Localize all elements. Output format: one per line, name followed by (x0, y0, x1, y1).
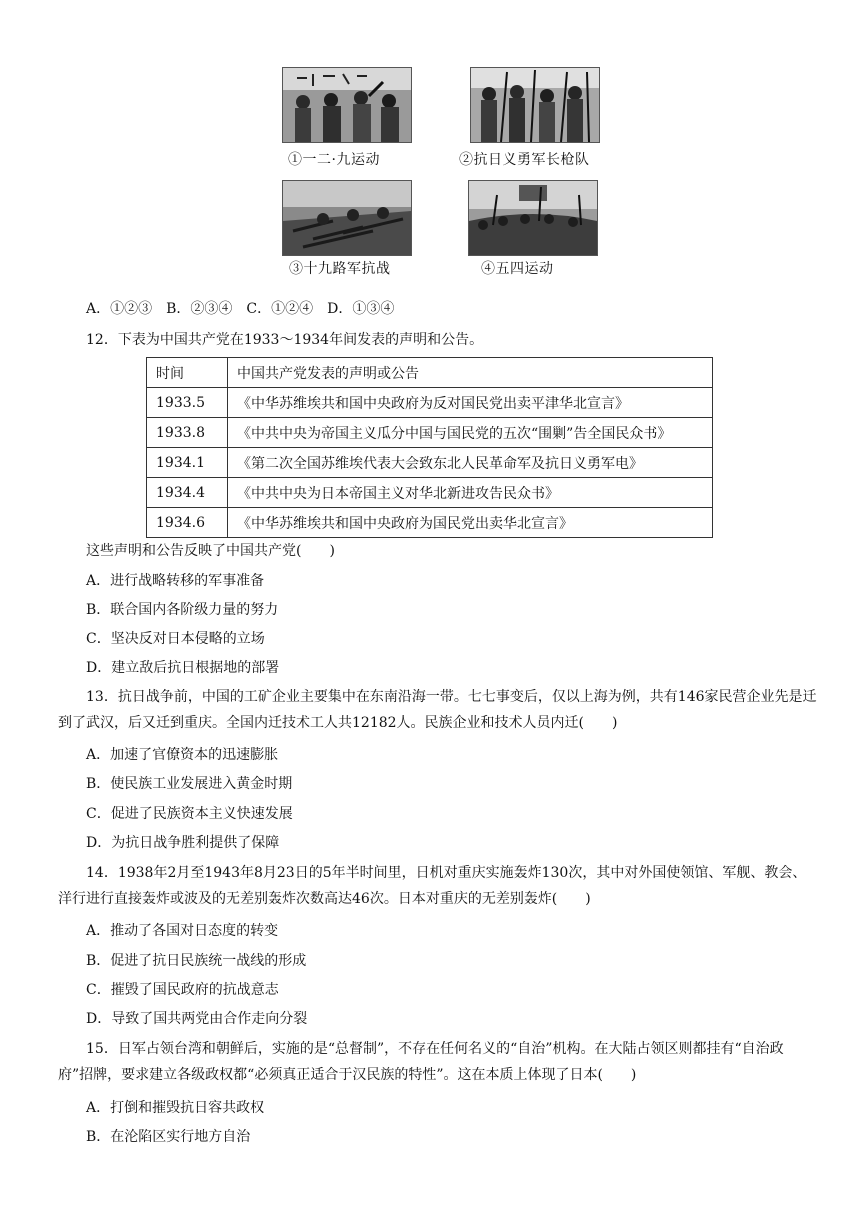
q13-option-d: D．为抗日战争胜利提供了保障 (86, 835, 280, 851)
photo-caption-3: ③十九路军抗战 (289, 261, 391, 277)
photo-grid (0, 0, 860, 290)
table-row (147, 418, 713, 448)
q13-stem: 13．抗日战争前，中国的工矿企业主要集中在东南沿海一带。七七事变后，仅以上海为例，共有146家民营企业先是迁到了武汉，后又迁到重庆。全国内迁技术工人共12182人。民族企业和技术人员内迁( ) (58, 689, 817, 731)
q15-stem: 15．日军占领台湾和朝鲜后，实施的是“总督制”，不存在任何名义的“自治”机构。在大陆占领区则都挂有“自治政府”招牌，要求建立各级政权都“必须真正适合于汉民族的特性”。这在本质上体现了日本( ) (58, 1041, 784, 1083)
battle-photo (282, 180, 412, 256)
q12-option-d: D．建立敌后抗日根据地的部署 (86, 660, 280, 676)
table-cell-time: 1934.1 (147, 448, 228, 478)
table-cell-statement: 《中共中央为日本帝国主义对华北新进攻告民众书》 (228, 478, 713, 508)
q14-option-a: A．推动了各国对日态度的转变 (86, 923, 279, 939)
table-row (147, 448, 713, 478)
protest-photo (282, 67, 412, 143)
table-header-statement: 中国共产党发表的声明或公告 (228, 358, 713, 388)
table-cell-time: 1933.8 (147, 418, 228, 448)
table-cell-statement: 《中华苏维埃共和国中央政府为反对国民党出卖平津华北宣言》 (228, 388, 713, 418)
q13-option-b: B．使民族工业发展进入黄金时期 (86, 776, 293, 792)
q14-option-c: C．摧毁了国民政府的抗战意志 (86, 982, 279, 998)
table-cell-statement: 《中华苏维埃共和国中央政府为国民党出卖华北宣言》 (228, 508, 713, 538)
q13-option-c: C．促进了民族资本主义快速发展 (86, 806, 293, 822)
q15-option-b: B．在沦陷区实行地方自治 (86, 1129, 251, 1145)
table-row (147, 508, 713, 538)
photo-caption-2: ②抗日义勇军长枪队 (459, 152, 590, 168)
photo-caption-1: ①一二·九运动 (288, 152, 380, 168)
q12-option-a: A．进行战略转移的军事准备 (86, 573, 265, 589)
q14-option-d: D．导致了国共两党由合作走向分裂 (86, 1011, 308, 1027)
volunteers-photo (470, 67, 600, 143)
table-cell-time: 1933.5 (147, 388, 228, 418)
table-row (147, 388, 713, 418)
q11-options: A．①②③ B．②③④ C．①②④ D．①③④ (86, 301, 395, 317)
photo-caption-4: ④五四运动 (481, 261, 554, 277)
q12-table (146, 357, 713, 538)
table-header-time: 时间 (147, 358, 228, 388)
q12-option-b: B．联合国内各阶级力量的努力 (86, 602, 279, 618)
table-cell-statement: 《中共中央为帝国主义瓜分中国与国民党的五次“围剿”告全国民众书》 (228, 418, 713, 448)
table-cell-time: 1934.6 (147, 508, 228, 538)
q12-question: 这些声明和公告反映了中国共产党( ) (86, 543, 335, 559)
table-cell-statement: 《第二次全国苏维埃代表大会致东北人民革命军及抗日义勇军电》 (228, 448, 713, 478)
q14-option-b: B．促进了抗日民族统一战线的形成 (86, 953, 307, 969)
q12-option-c: C．坚决反对日本侵略的立场 (86, 631, 265, 647)
table-row (147, 478, 713, 508)
rally-photo (468, 180, 598, 256)
q13-option-a: A．加速了官僚资本的迅速膨胀 (86, 747, 279, 763)
table-cell-time: 1934.4 (147, 478, 228, 508)
q14-stem: 14．1938年2月至1943年8月23日的5年半时间里，日机对重庆实施轰炸130次，其中对外国使领馆、军舰、教会、洋行进行直接轰炸或波及的无差别轰炸次数高达46次。日本对重庆的无差别轰炸( ) (58, 865, 807, 907)
q15-option-a: A．打倒和摧毁抗日容共政权 (86, 1100, 265, 1116)
q12-stem: 12．下表为中国共产党在1933～1934年间发表的声明和公告。 (86, 332, 484, 348)
table-header-row (147, 358, 713, 388)
